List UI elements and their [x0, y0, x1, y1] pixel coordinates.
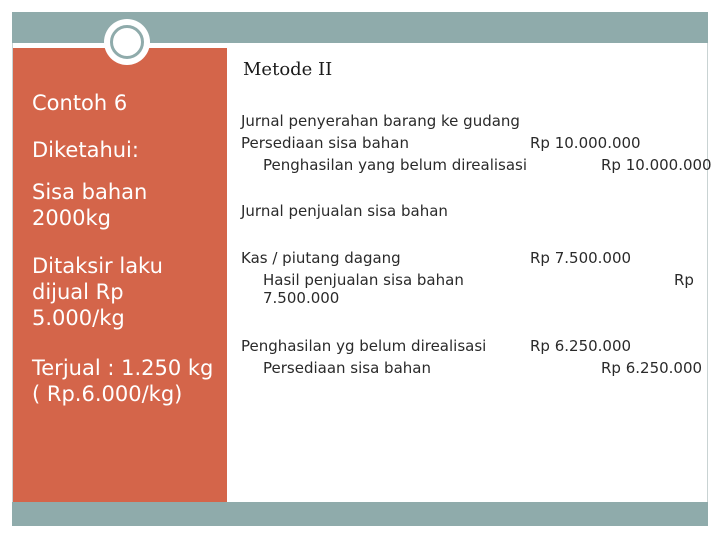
- journal-credit-amount: Rp 10.000.000: [601, 156, 712, 174]
- journal-credit-amount-value: 7.500.000: [263, 289, 340, 307]
- given-item-line: Terjual : 1.250 kg: [32, 356, 214, 380]
- slide-title: Metode II: [243, 59, 333, 80]
- journal-credit-account: Persediaan sisa bahan: [263, 359, 431, 377]
- journal-debit-account: Penghasilan yg belum direalisasi: [241, 337, 487, 355]
- journal-heading: Jurnal penjualan sisa bahan: [241, 202, 448, 220]
- given-item-line: ( Rp.6.000/kg): [32, 382, 183, 406]
- ring-icon: [104, 19, 150, 65]
- journal-credit-account: Hasil penjualan sisa bahan: [263, 271, 464, 289]
- given-item-line: Sisa bahan: [32, 180, 148, 204]
- given-item-remnant: [32, 179, 147, 231]
- given-label: Diketahui:: [32, 138, 139, 162]
- journal-credit-amount: Rp 6.250.000: [601, 359, 703, 377]
- given-item-sold: [32, 355, 213, 407]
- journal-debit-account: Kas / piutang dagang: [241, 249, 401, 267]
- journal-heading: Jurnal penyerahan barang ke gudang: [241, 112, 520, 130]
- given-item-line: dijual Rp: [32, 280, 124, 304]
- bottom-accent-band: [12, 502, 708, 526]
- journal-debit-amount: Rp 7.500.000: [530, 249, 632, 267]
- given-item-line: 2000kg: [32, 206, 111, 230]
- given-item-line: 5.000/kg: [32, 306, 125, 330]
- example-heading: Contoh 6: [32, 91, 128, 115]
- given-item-estimate: [32, 253, 163, 331]
- journal-debit-amount: Rp 6.250.000: [530, 337, 632, 355]
- journal-credit-amount-prefix: Rp: [674, 271, 694, 289]
- journal-credit-account: Penghasilan yang belum direalisasi: [263, 156, 528, 174]
- journal-debit-account: Persediaan sisa bahan: [241, 134, 409, 152]
- given-item-line: Ditaksir laku: [32, 254, 163, 278]
- journal-debit-amount: Rp 10.000.000: [530, 134, 641, 152]
